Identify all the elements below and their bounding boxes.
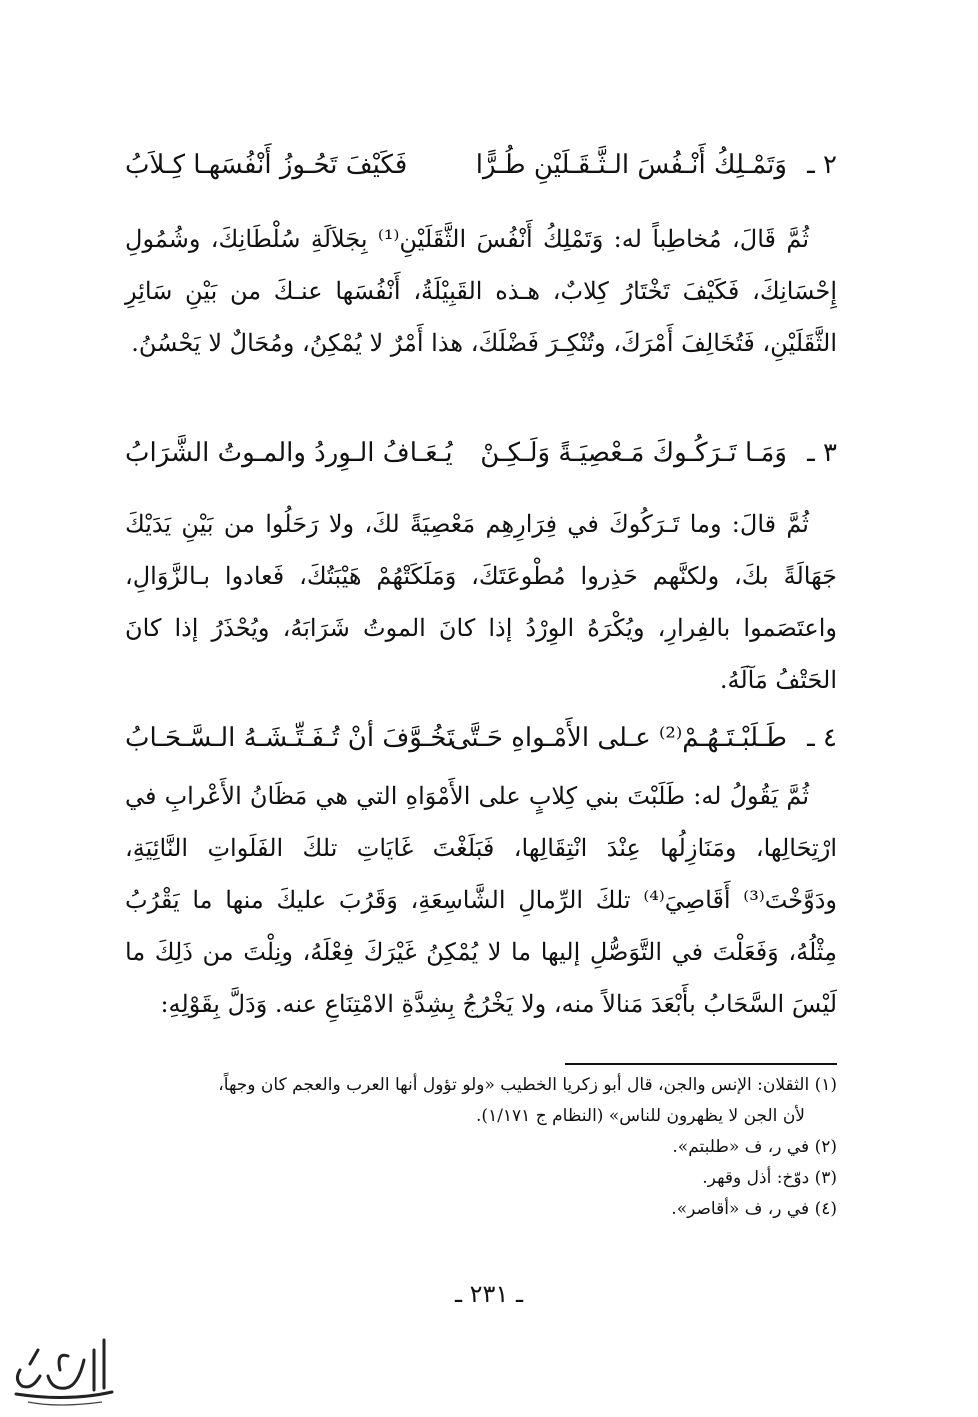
footnote-1: (١) الثقلان: الإنس والجن، قال أبو زكريا الخطيب «ولو تؤول أنها العرب والعجم كان وجهاً، (218, 1075, 837, 1095)
verse-number: ٢ ـ (807, 150, 837, 180)
verse-second-hemistich: فَكَيْفَ تَحُـوزُ أَنْفُسَهـا كِـلاَبُ (125, 150, 408, 180)
verse-number: ٣ ـ (807, 438, 837, 468)
footnotes (125, 1070, 837, 1225)
paragraph-text: ثُمَّ قالَ: وما تَـرَكُوكَ في فِرَارِهِم مَعْصِيَةً لكَ، ولا رَحَلُوا من بَيْنِ يَدَيْكَ جَهَالَةً بكَ، ولكنَّهم حَذِروا مُطْوعَتَكَ، وَمَلَكَتْهُمْ هَيْبَتُكَ، فَعادوا بـالزَّوَالِ، واعتَصَموا بالفِرارِ، ويُكْرَهُ الوِرْدُ إذا كانَ الموتُ شَرَابَهُ، ويُحْذَرُ إذا كانَ الحَتْفُ مَآلَهُ. (125, 510, 837, 694)
footnote-1-continuation: لأن الجن لا يظهرون للناس» (النظام ج ١/١٧١). (476, 1106, 805, 1126)
paragraph-text: ثُمَّ قَالَ، مُخاطِباً له: وَتَمْلِكُ أَنْفُسَ الثَّقَلَيْنِ⁽¹⁾ بِجَلاَلَةِ سُلْطَانِكَ، وشُمُولِ إِحْسَانِكَ، فَكَيْفَ تَخْتَارُ كِلابٌ، هـذه القَبِيْلَةُ، أَنْفُسَها عنـكَ من بَيْنِ سَائِرِ الثَّقَلَيْنِ، فَتُخَالِفَ أَمْرَكَ، وتُنْكِـرَ فَضْلَكَ، هذا أَمْرٌ لا يُمْكِنُ، ومُحَالٌ لا يَحْسُنُ. (125, 225, 837, 357)
verse-second-hemistich: تَخُـوَّفَ أنْ تُـفَـتِّـشَـهُ الـسَّـحَـابُ (125, 723, 455, 753)
verse-3 (125, 428, 837, 478)
verse-number: ٤ ـ (807, 723, 837, 753)
verse-first-hemistich: وَتَمْـلِكُ أَنْـفُسَ الـثَّـقَـلَيْنِ طُـرًّا (475, 150, 787, 180)
paragraph-text: ثُمَّ يَقُولُ له: طَلَبْتَ بني كِلابٍ على الأَمْوَاهِ التي هي مَظَانُ الأَعْرابِ في ارْتِحَالِها، ومَنَازِلُها عِنْدَ انْتِقَالِها، فَبَلَغْتَ غَايَاتِ تلكَ الفَلَواتِ النَّائِيَةِ، ودَوَّخْتَ⁽³⁾ أَقَاصِيَ⁽⁴⁾ تلكَ الرِّمالِ الشَّاسِعَةِ، وَقَرُبَ عليكَ منها ما يَقْرُبُ مِثْلُهُ، وَفَعَلْتَ في التَّوَصُّلِ إليها ما لا يُمْكِنُ غَيْرَكَ فِعْلَهُ، ونِلْتَ من ذَلِكَ ما لَيْسَ السَّحَابُ بأَبْعَدَ مَنالاً منه، ولا يَخْرُجُ بِشِدَّةِ الامْتِنَاعِ عنه. وَدَلَّ بِقَوْلِهِ: (125, 782, 837, 1018)
footnote-4: (٤) في ر، ف «أقاصر». (671, 1199, 837, 1219)
page-number: ـ ٢٣١ ـ (454, 1280, 523, 1308)
commentary-paragraph-2 (125, 498, 837, 706)
commentary-paragraph-1 (125, 213, 837, 369)
calligraphy-logo-icon (8, 1330, 116, 1410)
verse-2 (125, 140, 837, 190)
verse-4 (125, 713, 837, 763)
footnote-2: (٢) في ر، ف «طلبتم». (672, 1137, 837, 1157)
verse-first-hemistich: طَـلَبْـتَـهُـمْ⁽²⁾ عـلى الأَمْـواهِ حَـتَّى (449, 723, 787, 753)
commentary-paragraph-3 (125, 770, 837, 1030)
verse-second-hemistich: يُـعَـافُ الـوِردُ والمـوتُ الشَّرَابُ (125, 438, 453, 468)
footnote-divider (565, 1063, 837, 1065)
footnote-3: (٣) دوّخ: أذل وقهر. (702, 1168, 837, 1188)
verse-first-hemistich: وَمَـا تَـرَكُـوكَ مَـعْصِيَـةً وَلَـكِـنْ (480, 438, 787, 468)
